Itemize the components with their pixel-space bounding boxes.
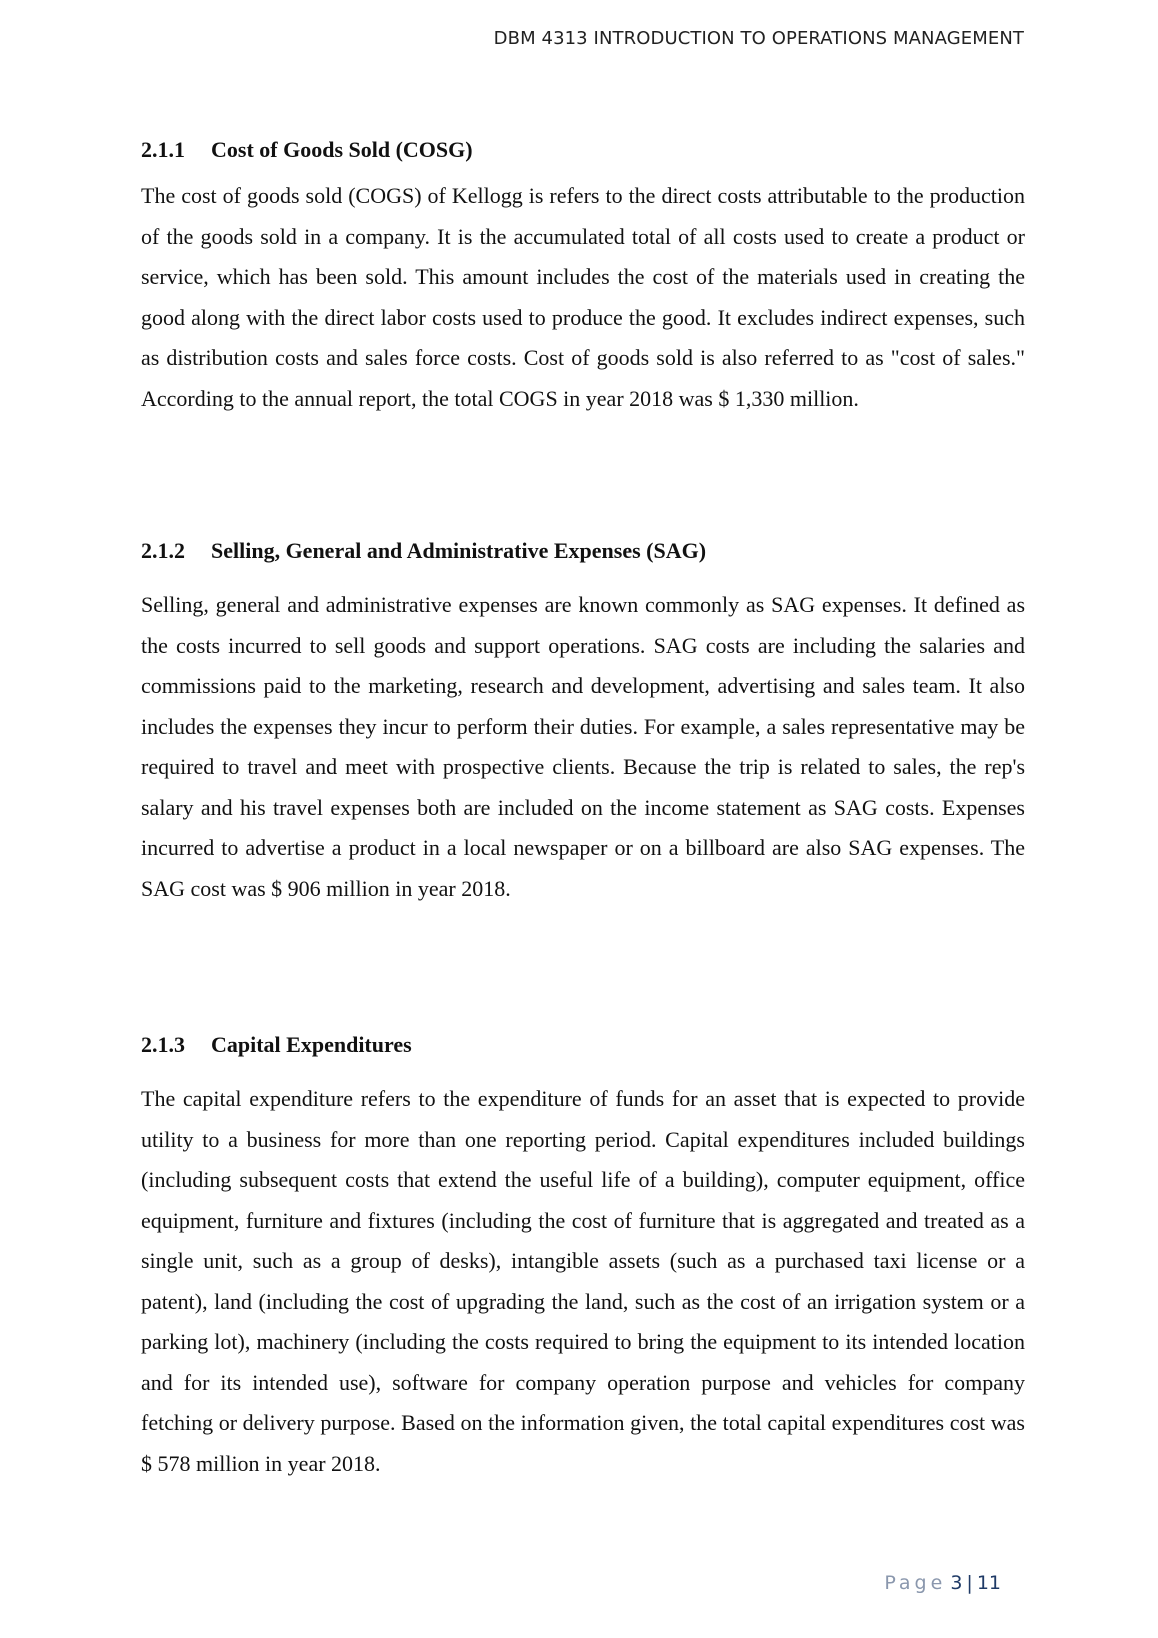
section-paragraph: The cost of goods sold (COGS) of Kellogg is refers to the direct costs attributable to the production of the goods sold in a company. It is the accumulated total of all costs used to create a product or service, which has been sold. This amount includes the cost of the materials used in creating the good along with the direct labor costs used to produce the good. It excludes indirect expenses, such as distribution costs and sales force costs. Cost of goods sold is also referred to as "cost of sales." According to the annual report, the total COGS in year 2018 was $ 1,330 million. <box>141 183 1025 411</box>
section-title: Cost of Goods Sold (COSG) <box>211 137 473 162</box>
section-number: 2.1.2 <box>141 538 185 563</box>
section-capex <box>141 1031 1025 1484</box>
section-paragraph: The capital expenditure refers to the expenditure of funds for an asset that is expected to provide utility to a business for more than one reporting period. Capital expenditures included buildings (including subsequent costs that extend the useful life of a building), computer equipment, office equipment, furniture and fixtures (including the cost of furniture that is aggregated and treated as a single unit, such as a group of desks), intangible assets (such as a purchased taxi license or a patent), land (including the cost of upgrading the land, such as the cost of an irrigation system or a parking lot), machinery (including the costs required to bring the equipment to its intended location and for its intended use), software for company operation purpose and vehicles for company fetching or delivery purpose. Based on the information given, the total capital expenditures cost was $ 578 million in year 2018. <box>141 1086 1025 1476</box>
page-footer <box>884 1572 1001 1594</box>
page-label: Page <box>884 1572 947 1594</box>
section-sag <box>141 537 1025 909</box>
section-number: 2.1.1 <box>141 137 185 162</box>
total-pages: 11 <box>976 1572 1001 1594</box>
page-separator: | <box>966 1572 973 1594</box>
running-header: DBM 4313 INTRODUCTION TO OPERATIONS MANAGEMENT <box>493 28 1024 49</box>
section-heading <box>141 136 1025 164</box>
current-page-number: 3 <box>950 1572 963 1594</box>
section-title: Capital Expenditures <box>211 1032 412 1057</box>
section-cogs <box>141 136 1025 419</box>
section-title: Selling, General and Administrative Expenses (SAG) <box>211 538 707 563</box>
section-heading <box>141 537 1025 565</box>
section-paragraph: Selling, general and administrative expenses are known commonly as SAG expenses. It defined as the costs incurred to sell goods and support operations. SAG costs are including the salaries and commissions paid to the marketing, research and development, advertising and sales team. It also includes the expenses they incur to perform their duties. For example, a sales representative may be required to travel and meet with prospective clients. Because the trip is related to sales, the rep's salary and his travel expenses both are included on the income statement as SAG costs. Expenses incurred to advertise a product in a local newspaper or on a billboard are also SAG expenses. The SAG cost was $ 906 million in year 2018. <box>141 592 1025 901</box>
section-number: 2.1.3 <box>141 1032 185 1057</box>
section-heading <box>141 1031 1025 1059</box>
